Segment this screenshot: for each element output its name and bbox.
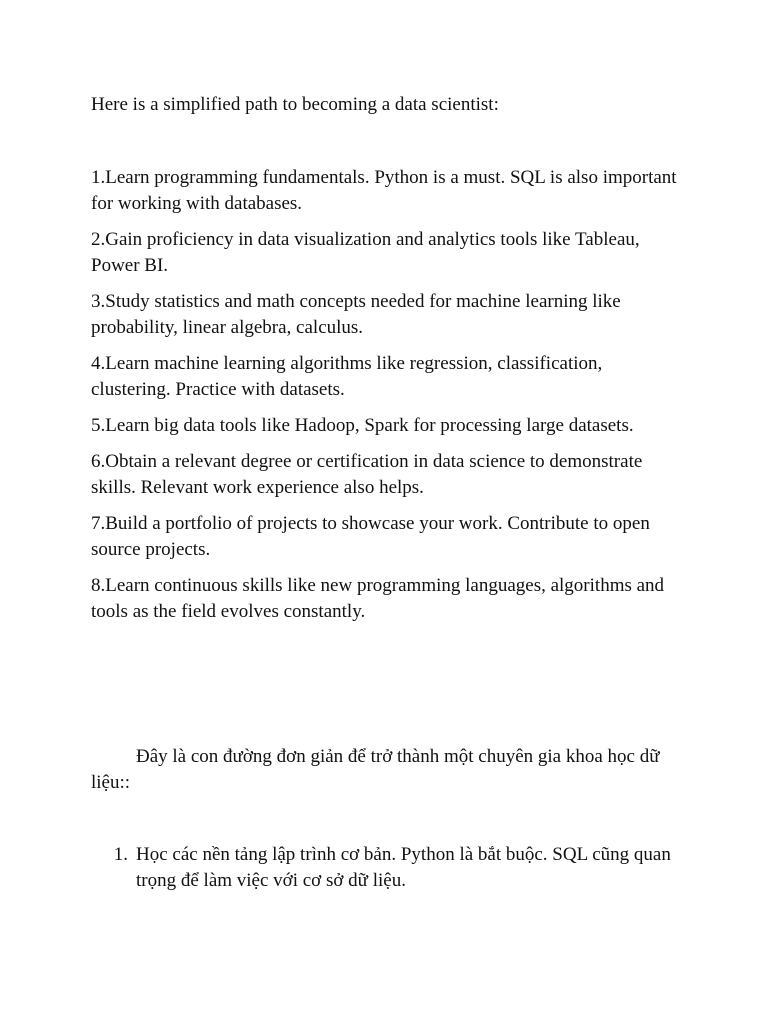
english-intro-paragraph: Here is a simplified path to becoming a data scientist: bbox=[91, 94, 499, 115]
english-step-8: 8.Learn continuous skills like new programming languages, algorithms and tools as the field evolves constantly. bbox=[91, 575, 665, 622]
vietnamese-list-text: Học các nền tảng lập trình cơ bản. Python là bắt buộc. SQL cũng quan trọng để làm việc với cơ sở dữ liệu. bbox=[136, 844, 671, 891]
vietnamese-list-item-1 bbox=[91, 842, 686, 894]
vietnamese-list-number bbox=[91, 842, 136, 894]
english-step-6: 6.Obtain a relevant degree or certification in data science to demonstrate skills. Relevant work experience also helps. bbox=[91, 451, 643, 498]
english-step-5: 5.Learn big data tools like Hadoop, Spark for processing large datasets. bbox=[91, 415, 634, 436]
english-step-7: 7.Build a portfolio of projects to showcase your work. Contribute to open source projects. bbox=[91, 513, 650, 560]
english-steps-list bbox=[91, 165, 686, 635]
english-step-1: 1.Learn programming fundamentals. Python is a must. SQL is also important for working with databases. bbox=[91, 167, 677, 214]
english-step-4: 4.Learn machine learning algorithms like regression, classification, clustering. Practice with datasets. bbox=[91, 353, 603, 400]
english-step-3: 3.Study statistics and math concepts needed for machine learning like probability, linear algebra, calculus. bbox=[91, 291, 621, 338]
vietnamese-intro-paragraph: Đây là con đường đơn giản để trở thành một chuyên gia khoa học dữ liệu:: bbox=[91, 746, 660, 793]
vietnamese-list-number-text: 1. bbox=[113, 844, 128, 865]
vietnamese-steps-list bbox=[91, 842, 686, 894]
english-step-2: 2.Gain proficiency in data visualization and analytics tools like Tableau, Power BI. bbox=[91, 229, 640, 276]
